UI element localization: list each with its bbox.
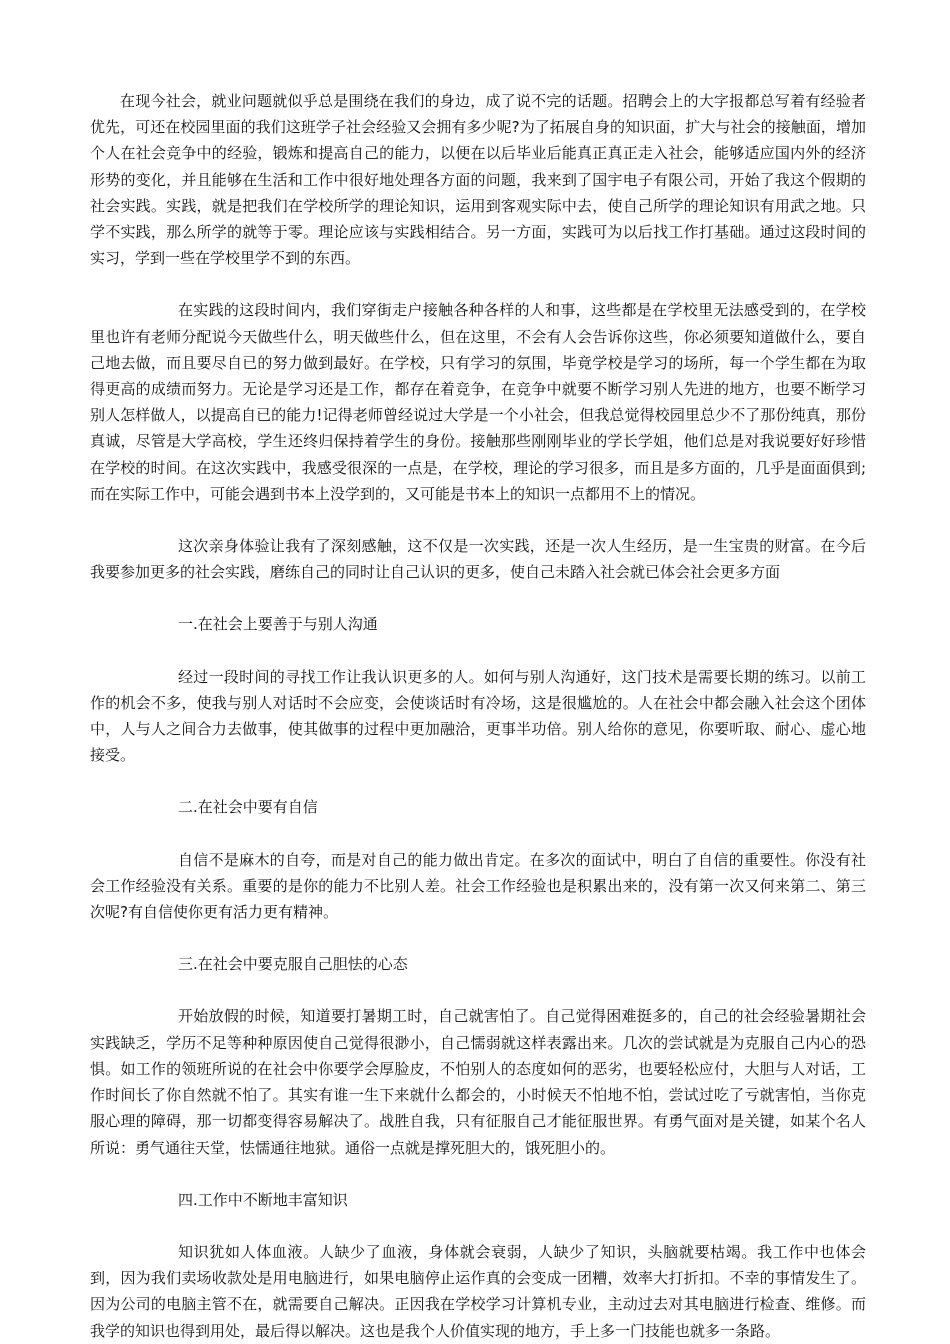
paragraph-gap [90,585,866,611]
paragraph-communication: 经过一段时间的寻找工作让我认识更多的人。如何与别人沟通好，这门技术是需要长期的练习。以前工作的机会不多，使我与别人对话时不会应变，会使谈话时有冷场，这是很尴尬的。人在社会中都会融入社会这个团体中，人与人之间合力去做事，使其做事的过程中更加融洽，更事半功倍。别人给你的意见，你要听取、耐心、虚心地接受。 [90,667,866,765]
paragraph-gap [90,1213,866,1239]
paragraph-experience: 这次亲身体验让我有了深刻感触，这不仅是一次实践，还是一次人生经历，是一生宝贵的财富。在今后我要参加更多的社会实践，磨练自己的同时让自己认识的更多，使自己未踏入社会就已体会社会更多方面 [90,537,866,582]
paragraph-gap [90,977,866,1003]
paragraph-gap [90,821,866,847]
paragraph-gap [90,1161,866,1187]
paragraph-intro: 在现今社会，就业问题就似乎总是围绕在我们的身边，成了说不完的话题。招聘会上的大字报都总写着有经验者优先，可还在校园里面的我们这班学子社会经验又会拥有多少呢?为了拓展自身的知识面，扩大与社会的接触面，增加个人在社会竞争中的经验，锻炼和提高自己的能力，以便在以后毕业后能真正真正走入社会，能够适应国内外的经济形势的变化，并且能够在生活和工作中很好地处理各方面的问题，我来到了国宇电子有限公司，开始了我这个假期的社会实践。实践，就是把我们在学校所学的理论知识，运用到客观实际中去，使自己所学的理论知识有用武之地。只学不实践，那么所学的就等于零。理论应该与实践相结合。另一方面，实践可为以后找工作打基础。通过这段时间的实习，学到一些在学校里学不到的东西。 [90,92,866,268]
paragraph-gap [90,638,866,664]
paragraph-gap [90,925,866,951]
paragraph-gap [90,768,866,794]
section-heading-confidence: 二.在社会中要有自信 [178,798,318,817]
paragraph-gap [90,507,866,533]
document-body [90,88,866,1344]
section-heading-communication: 一.在社会上要善于与别人沟通 [178,615,378,634]
paragraph-confidence: 自信不是麻木的自夸，而是对自己的能力做出肯定。在多次的面试中，明白了自信的重要性。你没有社会工作经验没有关系。重要的是你的能力不比别人差。社会工作经验也是积累出来的，没有第一次又何来第二、第三次呢?有自信使你更有活力更有精神。 [90,850,866,922]
paragraph-practice: 在实践的这段时间内，我们穿街走户接触各种各样的人和事，这些都是在学校里无法感受到的，在学校里也许有老师分配说今天做些什么，明天做些什么，但在这里，不会有人会告诉你这些，你必须要知道做什么，要自己地去做，而且要尽自已的努力做到最好。在学校，只有学习的氛围，毕竟学校是学习的场所，每一个学生都在为取得更高的成绩而努力。无论是学习还是工作，都存在着竞争，在竞争中就要不断学习别人先进的地方，也要不断学习别人怎样做人，以提高自已的能力!记得老师曾经说过大学是一个小社会，但我总觉得校园里总少不了那份纯真，那份真诚，尽管是大学高校，学生还终归保持着学生的身份。接触那些刚刚毕业的学长学姐，他们总是对我说要好好珍惜在学校的时间。在这次实践中，我感受很深的一点是，在学校，理论的学习很多，而且是多方面的，几乎是面面俱到;而在实际工作中，可能会遇到书本上没学到的，又可能是书本上的知识一点都用不上的情况。 [90,301,866,503]
section-heading-knowledge: 四.工作中不断地丰富知识 [178,1190,348,1209]
paragraph-knowledge: 知识犹如人体血液。人缺少了血液，身体就会衰弱，人缺少了知识，头脑就要枯竭。我工作中也体会到，因为我们卖场收款处是用电脑进行，如果电脑停止运作真的会变成一团糟，效率大打折扣。不幸的事情发生了。因为公司的电脑主管不在，就需要自己解决。正因我在学校学习计算机专业，主动过去对其电脑进行检查、维修。而我学的知识也得到用处，最后得以解决。这也是我个人价值实现的地方，手上多一门技能也就多一条路。 [90,1242,866,1340]
paragraph-gap [90,271,866,297]
paragraph-courage: 开始放假的时候，知道要打暑期工时，自己就害怕了。自己觉得困难挺多的，自己的社会经验暑期社会实践缺乏，学历不足等种种原因使自己觉得很渺小，自己懦弱就这样表露出来。几次的尝试就是为克服自己内心的恐惧。如工作的领班所说的在社会中你要学会厚脸皮，不怕别人的态度如何的恶劣，也要轻松应付，大胆与人对话，工作时间长了你自然就不怕了。其实有谁一生下来就什么都会的，小时候天不怕地不怕，尝试过吃了亏就害怕，当你克服心理的障碍，那一切都变得容易解决了。战胜自我，只有征服自己才能征服世界。有勇气面对是关键，如某个名人所说：勇气通往天堂，怯懦通往地狱。通俗一点就是撑死胆大的，饿死胆小的。 [90,1007,866,1157]
section-heading-courage: 三.在社会中要克服自己胆怯的心态 [178,955,408,974]
